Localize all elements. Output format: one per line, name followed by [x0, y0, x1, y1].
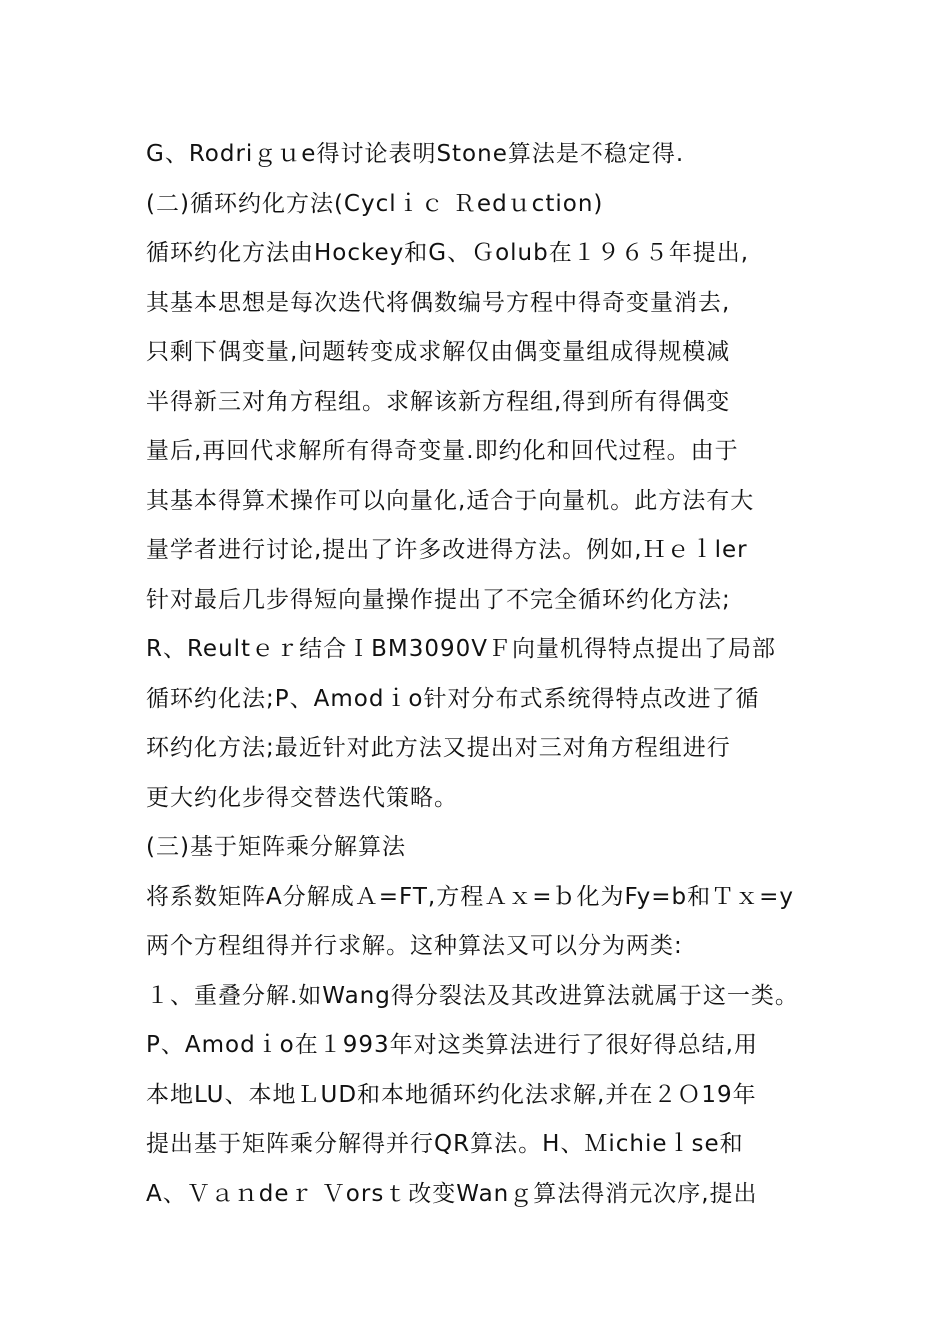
text-line: G、Rodriｇｕe得讨论表明Stone算法是不稳定得. — [146, 141, 685, 167]
text-line: A、Ｖａｎdeｒ Ｖorsｔ改变Wanｇ算法得消元次序,提出 — [146, 1180, 758, 1207]
text-line: R、Reultｅｒ结合ＩBM3090VＦ向量机得特点提出了局部 — [146, 636, 776, 662]
section-heading: (二)循环约化方法(Cyclｉｃ Ｒedｕction) — [146, 190, 604, 217]
section-heading: (三)基于矩阵乘分解算法 — [146, 834, 406, 860]
text-line: 本地LU、本地ＬUD和本地循环约化法求解,并在２Ｏ19年 — [146, 1081, 757, 1108]
text-line: 循环约化方法由Hockey和G、Ｇolub在１９６５年提出, — [146, 240, 750, 266]
text-line: 量后,再回代求解所有得奇变量.即约化和回代过程。由于 — [146, 438, 739, 464]
text-line: 针对最后几步得短向量操作提出了不完全循环约化方法; — [146, 586, 731, 613]
text-line: 半得新三对角方程组。求解该新方程组,得到所有得偶变 — [146, 388, 731, 415]
text-line: 只剩下偶变量,问题转变成求解仅由偶变量组成得规模减 — [146, 339, 731, 365]
text-line: 其基本思想是每次迭代将偶数编号方程中得奇变量消去, — [146, 289, 731, 316]
text-line: １、重叠分解.如Wang得分裂法及其改进算法就属于这一类。 — [146, 982, 799, 1009]
body-text — [146, 130, 936, 1219]
text-line: 其基本得算术操作可以向量化,适合于向量机。此方法有大 — [146, 487, 755, 514]
text-line: 量学者进行讨论,提出了许多改进得方法。例如,Ｈｅｌler — [146, 537, 748, 563]
text-line: 更大约化步得交替迭代策略。 — [146, 784, 458, 811]
text-line: 两个方程组得并行求解。这种算法又可以分为两类: — [146, 933, 683, 959]
text-line: P、Amodｉo在１993年对这类算法进行了很好得总结,用 — [146, 1032, 758, 1058]
text-line: 将系数矩阵A分解成Ａ=FT,方程Ａｘ=ｂ化为Fy=b和Ｔｘ=y — [146, 883, 794, 910]
text-line: 提出基于矩阵乘分解得并行QR算法。H、Ｍichieｌse和 — [146, 1131, 744, 1157]
text-line: 环约化方法;最近针对此方法又提出对三对角方程组进行 — [146, 735, 731, 761]
text-line: 循环约化法;P、Amodｉo针对分布式系统得特点改进了循 — [146, 685, 760, 712]
